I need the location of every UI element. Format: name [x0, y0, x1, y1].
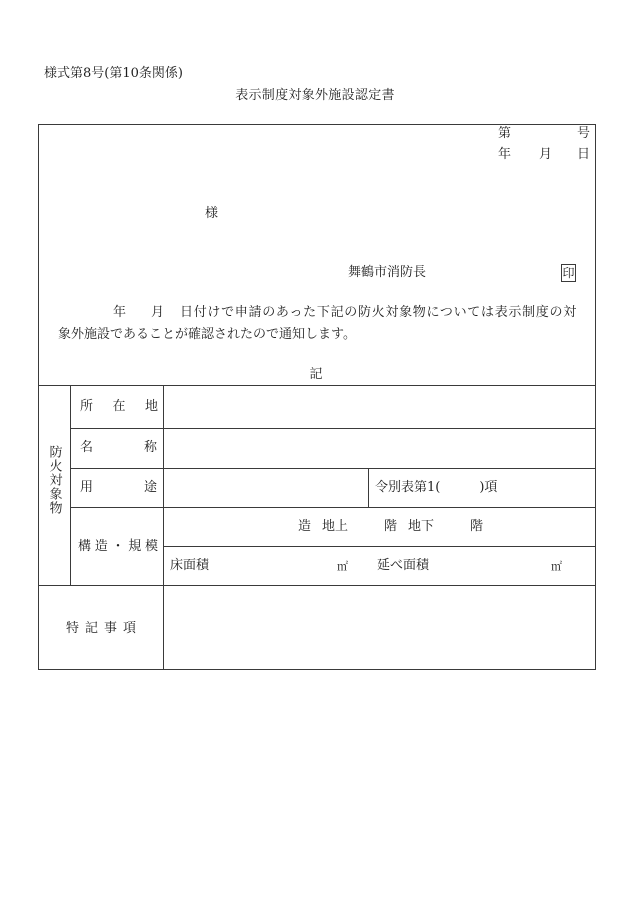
above-ground-label: 地上 — [322, 519, 349, 534]
issuer-name: 舞鶴市消防長 — [348, 265, 427, 280]
number-suffix: 号 — [577, 126, 591, 141]
total-floor-area-unit: ㎡ — [551, 560, 562, 573]
floor-area-label: 床面積 — [170, 558, 210, 573]
date-month-label: 月 — [539, 147, 553, 162]
body-year-label: 年 — [113, 305, 127, 320]
construction-suffix: 造 — [298, 519, 312, 534]
form-number: 様式第8号(第10条関係) — [44, 66, 183, 81]
name-label: 名 称 — [80, 440, 161, 455]
below-floors-suffix: 階 — [470, 519, 484, 534]
document-title: 表示制度対象外施設認定書 — [235, 88, 395, 103]
group-label: 防火対象物 — [46, 445, 62, 515]
remarks-label: 特記事項 — [66, 621, 143, 636]
structure-value-cell — [164, 508, 595, 546]
structure-label: 構造・規模 — [78, 539, 162, 554]
body-text-line-1: 日付けで申請のあった下記の防火対象物については表示制度の対 — [180, 305, 577, 320]
floor-area-unit: ㎡ — [337, 560, 348, 573]
use-class-text: 令別表第1( )項 — [375, 480, 498, 495]
group-label-cell — [38, 385, 70, 575]
addressee-honorific: 様 — [205, 206, 219, 221]
name-value-cell — [164, 429, 595, 468]
total-floor-area-label: 延べ面積 — [377, 558, 430, 573]
number-prefix: 第 — [498, 126, 512, 141]
below-ground-label: 地下 — [408, 519, 435, 534]
date-year-label: 年 — [498, 147, 512, 162]
use-label: 用 途 — [80, 480, 161, 495]
remarks-value-cell — [164, 586, 595, 669]
column-divider — [70, 385, 71, 585]
seal-mark: 印 — [562, 266, 575, 280]
use-value-cell — [164, 469, 368, 507]
body-month-label: 月 — [151, 305, 165, 320]
above-floors-suffix: 階 — [384, 519, 398, 534]
body-text-line-2: 象外施設であることが確認されたので通知します。 — [58, 327, 356, 342]
location-label: 所 在 地 — [80, 399, 162, 414]
location-value-cell — [164, 386, 595, 428]
ki-heading: 記 — [309, 367, 323, 382]
date-day-label: 日 — [577, 147, 591, 162]
